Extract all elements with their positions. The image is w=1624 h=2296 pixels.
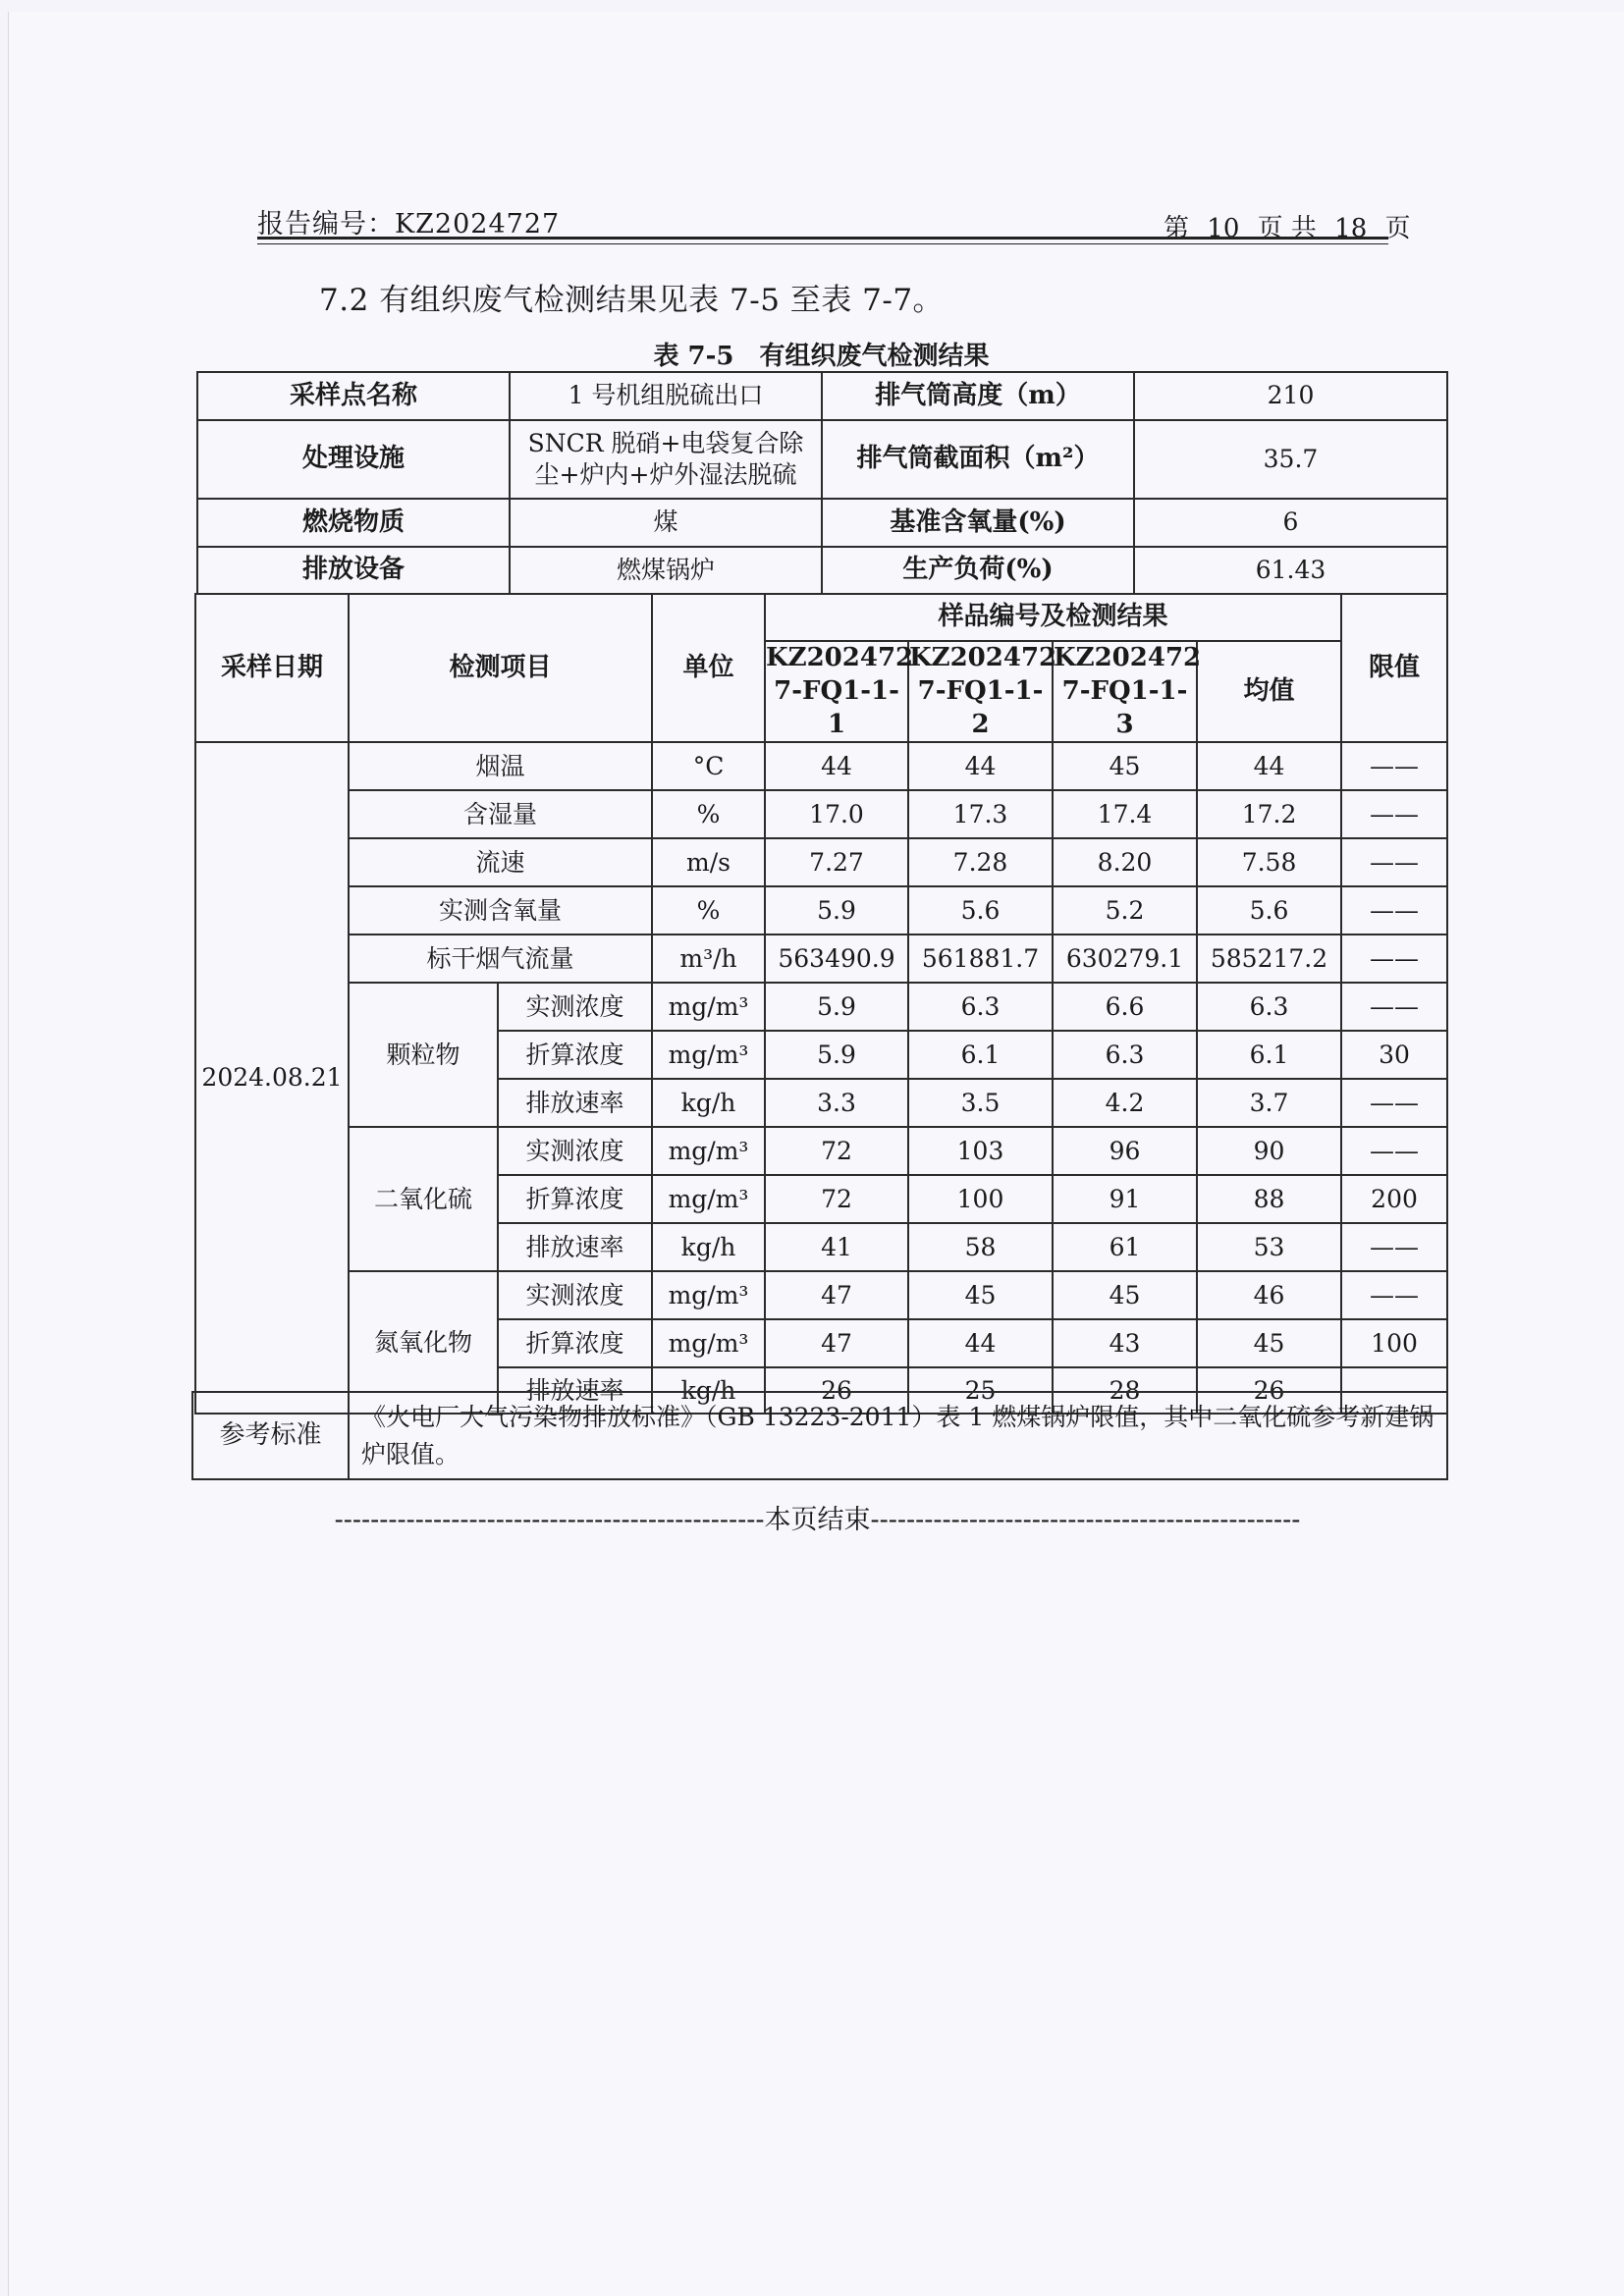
header-average: 均值 [1197, 641, 1341, 742]
item-name: 含湿量 [349, 790, 652, 838]
results-header-row [195, 594, 1447, 641]
value: 6.6 [1053, 983, 1197, 1031]
value: 17.4 [1053, 790, 1197, 838]
info-value [510, 420, 822, 499]
sub-item: 实测浓度 [498, 983, 652, 1031]
intro-text: 7.2 有组织废气检测结果见表 7-5 至表 7-7。 [319, 283, 945, 318]
value: 100 [908, 1175, 1053, 1223]
value: 563490.9 [765, 934, 908, 983]
unit: m³/h [652, 934, 765, 983]
average: 3.7 [1197, 1079, 1341, 1127]
value: 5.2 [1053, 886, 1197, 934]
page-current: 10 [1207, 214, 1240, 243]
limit: —— [1341, 1223, 1447, 1271]
value: 103 [908, 1127, 1053, 1175]
value: 6.3 [908, 983, 1053, 1031]
value: 8.20 [1053, 838, 1197, 886]
table-row [195, 1127, 1447, 1175]
value: 91 [1053, 1175, 1197, 1223]
unit: mg/m³ [652, 1031, 765, 1079]
header-unit: 单位 [652, 594, 765, 742]
info-row [197, 499, 1447, 547]
reference-table [191, 1391, 1448, 1480]
sub-item: 实测浓度 [498, 1127, 652, 1175]
value: 41 [765, 1223, 908, 1271]
header-rule-thin [257, 243, 1388, 244]
sub-item: 排放速率 [498, 1367, 652, 1414]
info-table [196, 371, 1448, 595]
sub-item: 排放速率 [498, 1079, 652, 1127]
limit: —— [1341, 742, 1447, 790]
results-table [194, 593, 1448, 1415]
reference-row [192, 1392, 1447, 1479]
value: 44 [908, 1319, 1053, 1367]
unit: kg/h [652, 1223, 765, 1271]
sub-item: 折算浓度 [498, 1319, 652, 1367]
average: 44 [1197, 742, 1341, 790]
info-row [197, 547, 1447, 594]
sample-id-line: 7-FQ1-1-1 [774, 675, 899, 739]
value: 5.9 [765, 1031, 908, 1079]
page-mid: 页 共 [1257, 214, 1317, 243]
value: 5.6 [908, 886, 1053, 934]
info-value: 210 [1134, 372, 1447, 420]
limit: —— [1341, 934, 1447, 983]
average: 53 [1197, 1223, 1341, 1271]
item-name: 流速 [349, 838, 652, 886]
page-prefix: 第 [1164, 214, 1190, 243]
table-row [195, 838, 1447, 886]
unit: mg/m³ [652, 983, 765, 1031]
limit: 200 [1341, 1175, 1447, 1223]
header-sample-group: 样品编号及检测结果 [765, 594, 1341, 641]
average: 17.2 [1197, 790, 1341, 838]
table-row [195, 790, 1447, 838]
limit: —— [1341, 886, 1447, 934]
value: 7.28 [908, 838, 1053, 886]
page-suffix: 页 [1384, 214, 1411, 243]
value: 72 [765, 1127, 908, 1175]
table-row [195, 742, 1447, 790]
value: 45 [908, 1271, 1053, 1319]
limit: —— [1341, 1079, 1447, 1127]
header-date: 采样日期 [195, 594, 349, 742]
header-sample-id [1053, 641, 1202, 742]
average: 45 [1197, 1319, 1341, 1367]
unit: m/s [652, 838, 765, 886]
value: 61 [1053, 1223, 1197, 1271]
info-value: 6 [1134, 499, 1447, 547]
info-value: 燃煤锅炉 [510, 547, 822, 594]
unit: % [652, 790, 765, 838]
limit: —— [1341, 790, 1447, 838]
value: 17.3 [908, 790, 1053, 838]
sub-item: 折算浓度 [498, 1175, 652, 1223]
value: 47 [765, 1271, 908, 1319]
limit: —— [1341, 1271, 1447, 1319]
average: 7.58 [1197, 838, 1341, 886]
value: 44 [765, 742, 908, 790]
value: 72 [765, 1175, 908, 1223]
limit: 100 [1341, 1319, 1447, 1367]
value: 26 [765, 1367, 908, 1414]
pollutant-group: 氮氧化物 [349, 1271, 498, 1414]
value: 96 [1053, 1127, 1197, 1175]
unit: mg/m³ [652, 1271, 765, 1319]
page-total: 18 [1334, 214, 1368, 243]
value: 5.9 [765, 886, 908, 934]
table-row [195, 934, 1447, 983]
value: 7.27 [765, 838, 908, 886]
info-label: 燃烧物质 [197, 499, 510, 547]
value: 17.0 [765, 790, 908, 838]
end-marker-text: 本页结束 [764, 1505, 871, 1535]
value: 45 [1053, 742, 1197, 790]
table-row [195, 886, 1447, 934]
sample-id-line: KZ202472 [909, 643, 1057, 672]
table-caption: 表 7-5 有组织废气检测结果 [653, 342, 990, 371]
average: 6.1 [1197, 1031, 1341, 1079]
average: 88 [1197, 1175, 1341, 1223]
sub-item: 实测浓度 [498, 1271, 652, 1319]
info-label: 基准含氧量(%) [822, 499, 1134, 547]
info-value: 1 号机组脱硫出口 [510, 372, 822, 420]
info-value: 煤 [510, 499, 822, 547]
end-dashes-left: ------------------------------------------------ [334, 1505, 765, 1535]
sample-id-line: KZ202472 [1054, 643, 1202, 672]
table-row [195, 1271, 1447, 1319]
info-label: 采样点名称 [197, 372, 510, 420]
item-name: 实测含氧量 [349, 886, 652, 934]
unit: mg/m³ [652, 1127, 765, 1175]
sample-id-line: 7-FQ1-1-3 [1061, 675, 1188, 739]
value: 45 [1053, 1271, 1197, 1319]
value: 44 [908, 742, 1053, 790]
header-sample-id [765, 641, 914, 742]
info-label: 处理设施 [197, 420, 510, 499]
unit: mg/m³ [652, 1175, 765, 1223]
info-label: 排气筒截面积（m²） [822, 420, 1134, 499]
value: 6.1 [908, 1031, 1053, 1079]
average: 90 [1197, 1127, 1341, 1175]
average: 26 [1197, 1367, 1341, 1414]
table-row [195, 983, 1447, 1031]
pollutant-group: 二氧化硫 [349, 1127, 498, 1271]
unit: °C [652, 742, 765, 790]
header-rule-thick [257, 237, 1388, 240]
item-name: 烟温 [349, 742, 652, 790]
average: 585217.2 [1197, 934, 1341, 983]
limit: —— [1341, 838, 1447, 886]
value: 561881.7 [908, 934, 1053, 983]
value: 58 [908, 1223, 1053, 1271]
limit: 30 [1341, 1031, 1447, 1079]
pollutant-group: 颗粒物 [349, 983, 498, 1127]
value: 3.5 [908, 1079, 1053, 1127]
value: 4.2 [1053, 1079, 1197, 1127]
info-value: 35.7 [1134, 420, 1447, 499]
limit: —— [1341, 1367, 1447, 1414]
report-number: 报告编号：KZ2024727 [257, 209, 561, 240]
value: 43 [1053, 1319, 1197, 1367]
reference-label: 参考标准 [192, 1392, 349, 1479]
average: 46 [1197, 1271, 1341, 1319]
value: 47 [765, 1319, 908, 1367]
value: 5.9 [765, 983, 908, 1031]
limit: —— [1341, 983, 1447, 1031]
sub-item: 排放速率 [498, 1223, 652, 1271]
sub-item: 折算浓度 [498, 1031, 652, 1079]
header-item: 检测项目 [349, 594, 652, 742]
sample-id-line: KZ202472 [766, 643, 914, 672]
unit: % [652, 886, 765, 934]
item-name: 标干烟气流量 [349, 934, 652, 983]
unit: mg/m³ [652, 1319, 765, 1367]
info-label: 生产负荷(%) [822, 547, 1134, 594]
limit: —— [1341, 1127, 1447, 1175]
sampling-date: 2024.08.21 [195, 742, 349, 1414]
value: 25 [908, 1367, 1053, 1414]
average: 5.6 [1197, 886, 1341, 934]
average: 6.3 [1197, 983, 1341, 1031]
header-limit: 限值 [1341, 594, 1447, 742]
unit: kg/h [652, 1367, 765, 1414]
value: 6.3 [1053, 1031, 1197, 1079]
info-value-line: SNCR 脱硝+电袋复合除 [527, 428, 804, 457]
value: 630279.1 [1053, 934, 1197, 983]
info-value: 61.43 [1134, 547, 1447, 594]
info-value-line: 尘+炉内+炉外湿法脱硫 [534, 460, 797, 489]
info-label: 排放设备 [197, 547, 510, 594]
value: 3.3 [765, 1079, 908, 1127]
info-label: 排气筒高度（m） [822, 372, 1134, 420]
unit: kg/h [652, 1079, 765, 1127]
page-end-marker [304, 1498, 1330, 1536]
reference-text: 《火电厂大气污染物排放标准》（GB 13223-2011）表 1 燃煤锅炉限值，其中二氧化硫参考新建锅炉限值。 [349, 1392, 1447, 1479]
header-sample-id [908, 641, 1057, 742]
end-dashes-right: ------------------------------------------------ [870, 1505, 1301, 1535]
sample-id-line: 7-FQ1-1-2 [917, 675, 1044, 739]
info-row [197, 420, 1447, 499]
info-row [197, 372, 1447, 420]
value: 28 [1053, 1367, 1197, 1414]
